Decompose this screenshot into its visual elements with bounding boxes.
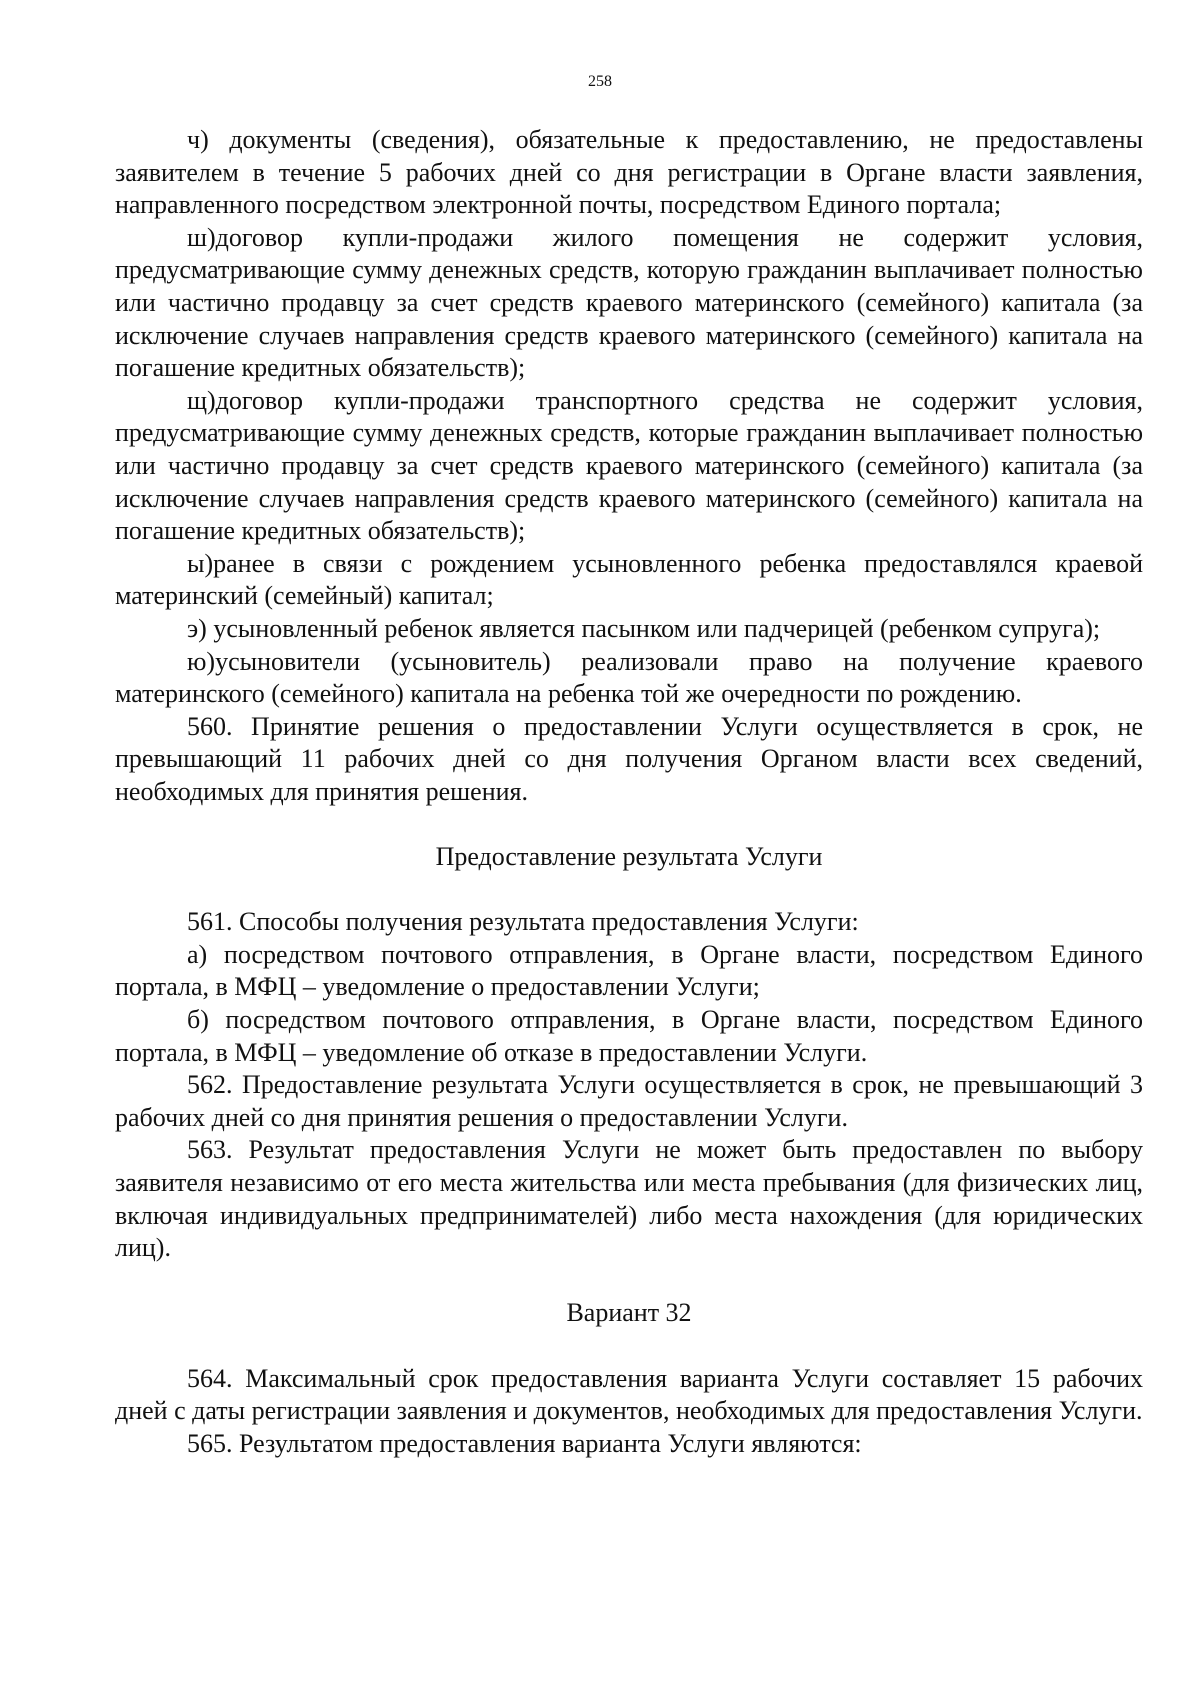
paragraph-561: 561. Способы получения результата предоставления Услуги: [187,907,859,937]
paragraph-shch: щ)договор купли-продажи транспортного средства не содержит условия, предусматривающие сумму денежных средств, которые гражданин выплачивает полностью или частично продавцу за счет средств краевого материнского (семейного) капитала (за исключение случаев направления средств краевого материнского (семейного) капитала на погашение кредитных обязательств); [115,385,1143,546]
section-heading-variant: Вариант 32 [566,1298,692,1328]
spacer [115,1265,1143,1298]
paragraph-yu: ю)усыновители (усыновитель) реализовали право на получение краевого материнского (семейного) капитала на ребенка той же очередности по рождению. [115,646,1143,709]
paragraph-560: 560. Принятие решения о предоставлении Услуги осуществляется в срок, не превышающий 11 рабочих дней со дня получения Органом власти всех сведений, необходимых для принятия решения. [115,711,1143,806]
page-number: 258 [588,73,612,90]
paragraph-561-b: б) посредством почтового отправления, в Органе власти, посредством Единого портала, в МФЦ – уведомление об отказе в предоставлении Услуги. [115,1005,1143,1067]
paragraph-e: э) усыновленный ребенок является пасынком или падчерицей (ребенком супруга); [187,613,1101,643]
paragraph-ch: ч) документы (сведения), обязательные к предоставлению, не предоставлены заявителем в течение 5 рабочих дней со дня регистрации в Органе власти заявления, направленного посредством электронной почты, посредством Единого портала; [115,125,1143,220]
paragraph-563: 563. Результат предоставления Услуги не может быть предоставлен по выбору заявителя независимо от его места жительства или места пребывания (для физических лиц, включая индивидуальных предпринимателей) либо места нахождения (для юридических лиц). [115,1135,1143,1263]
paragraph-564: 564. Максимальный срок предоставления варианта Услуги составляет 15 рабочих дней с даты регистрации заявления и документов, необходимых для предоставления Услуги. [115,1363,1143,1426]
paragraph-y: ы)ранее в связи с рождением усыновленного ребенка предоставлялся краевой материнский (семейный) капитал; [115,548,1143,611]
paragraph-561-a: а) посредством почтового отправления, в Органе власти, посредством Единого портала, в МФЦ – уведомление о предоставлении Услуги; [115,939,1143,1002]
spacer [115,1330,1143,1363]
paragraph-565: 565. Результатом предоставления варианта Услуги являются: [187,1428,862,1458]
paragraph-562: 562. Предоставление результата Услуги осуществляется в срок, не превышающий 3 рабочих дней со дня принятия решения о предоставлении Услуги. [115,1070,1143,1132]
spacer [115,808,1143,841]
paragraph-sh: ш)договор купли-продажи жилого помещения не содержит условия, предусматривающие сумму денежных средств, которую гражданин выплачивает полностью или частично продавцу за счет средств краевого материнского (семейного) капитала (за исключение случаев направления средств краевого материнского (семейного) капитала на погашение кредитных обязательств); [115,222,1143,383]
spacer [115,874,1143,907]
document-body [115,124,1143,1460]
section-heading-result: Предоставление результата Услуги [435,842,823,872]
